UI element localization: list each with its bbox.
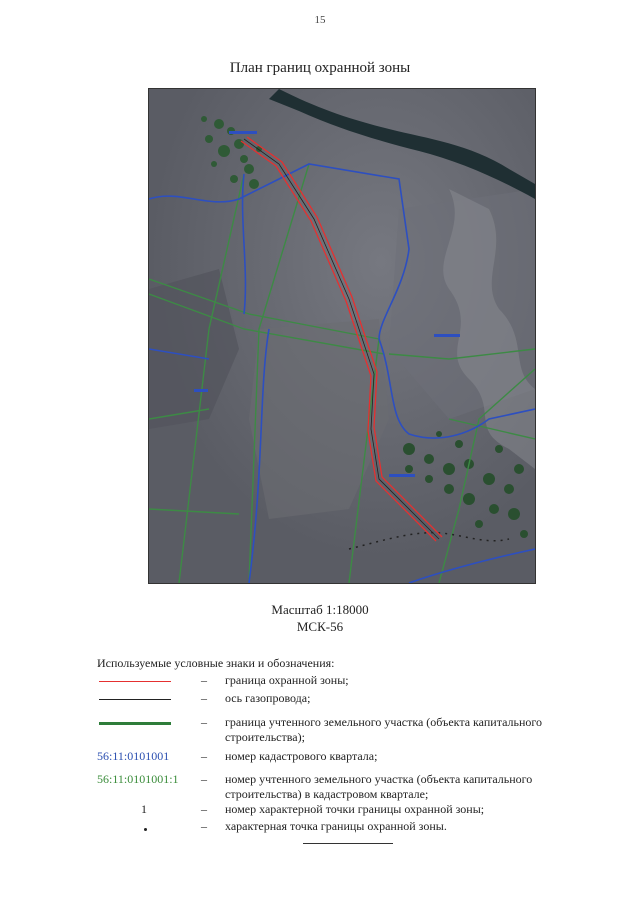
satellite-map xyxy=(148,88,536,584)
legend xyxy=(97,656,587,834)
legend-item-parcel-border: – граница учтенного земельного участка (объекта капитального строительства); xyxy=(97,715,587,745)
page-number: 15 xyxy=(314,14,326,26)
black-line-symbol xyxy=(99,699,171,700)
legend-heading: Используемые условные знаки и обозначения: xyxy=(97,656,335,670)
cadastral-quarter-sample: 56:11:0101001 xyxy=(97,749,170,763)
scale-info xyxy=(0,601,640,635)
crs-label: МСК-56 xyxy=(296,619,344,634)
footer-divider xyxy=(303,843,393,844)
legend-item-cadastral-quarter: 56:11:0101001 – номер кадастрового квартала; xyxy=(97,749,378,763)
point-number-sample: 1 xyxy=(141,802,147,816)
plan-title: План границ охранной зоны xyxy=(229,60,411,76)
legend-item-zone-border: – граница охранной зоны; xyxy=(97,673,587,688)
parcel-number-sample: 56:11:0101001:1 xyxy=(97,772,179,786)
green-line-symbol xyxy=(99,722,171,725)
legend-item-point-number: 1 – номер характерной точки границы охранной зоны; xyxy=(141,802,485,816)
scale-label: Масштаб 1:18000 xyxy=(271,602,369,617)
legend-item-point: – характерная точка границы охранной зоны. xyxy=(97,819,587,834)
legend-item-parcel-number: 56:11:0101001:1 – номер учтенного земельного участка (объекта капитального строительства) в кадастровом квартале; xyxy=(97,772,533,801)
point-dot-symbol xyxy=(144,828,147,831)
legend-item-pipeline-axis: – ось газопровода; xyxy=(97,691,587,706)
red-line-symbol xyxy=(99,681,171,682)
